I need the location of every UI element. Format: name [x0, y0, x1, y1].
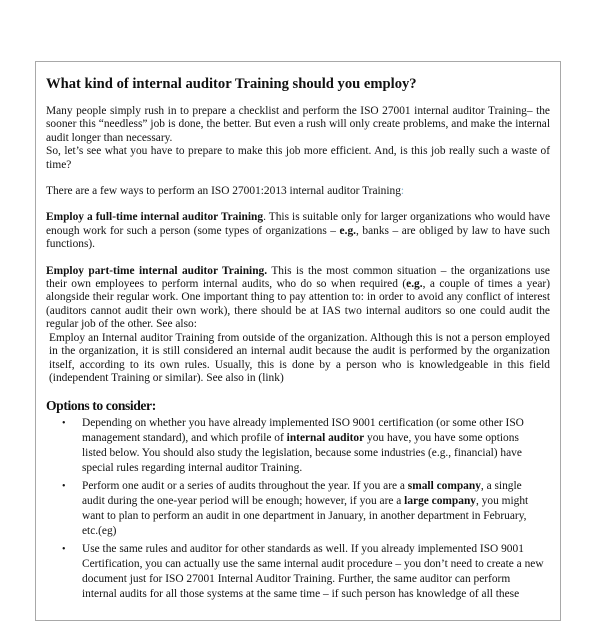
- ways-paragraph: [46, 185, 550, 198]
- list-item: [62, 542, 550, 602]
- fulltime-eg: e.g.: [339, 224, 356, 237]
- list-item: [62, 479, 550, 539]
- item-text: Depending on whether you have already implemented ISO 9001 certification (or some other ISO management standard), and which profile of: [82, 417, 524, 445]
- item-text: Use the same rules and auditor for other standards as well. If you already implemented ISO 9001 Certification, you can actually use the same internal audit procedure – you don’t need to create a new document just for ISO 27001 Internal Auditor Training. Further, the same auditor can perform internal audits for all those systems at the same time – if such person has knowledge of all these: [82, 543, 544, 601]
- fulltime-text-end: , banks – are obliged by law to have such functions).: [46, 224, 550, 251]
- parttime-eg: e.g.: [406, 278, 423, 291]
- bullet-icon: •: [62, 418, 66, 430]
- parttime-paragraph: [46, 265, 550, 332]
- list-item: [62, 416, 550, 476]
- item-text: you have, you have some options listed below. You should also study the legislation, because some industries (e.g., financial) have special rules regarding internal auditor Training.: [82, 432, 522, 475]
- item-bold: internal auditor: [286, 432, 365, 445]
- options-heading: Options to consider:: [46, 398, 156, 414]
- parttime-text-end: , a couple of times a year) alongside their regular work. One important thing to pay attention to: in order to avoid any conflict of interest (auditors cannot audit their own work), there should be at IAS two internal auditors so one could audit the regular job of the other. See also:: [46, 278, 550, 331]
- document-page: [35, 61, 561, 621]
- fulltime-heading: Employ a full-time internal auditor Training: [46, 211, 264, 224]
- spacer: [46, 198, 550, 211]
- bullet-icon: •: [62, 544, 66, 556]
- spacer: [46, 252, 550, 265]
- item-text: Perform one audit or a series of audits throughout the year. If you are a: [82, 480, 408, 493]
- ways-lead-text: There are a few ways to perform an ISO 27001:2013 internal auditor Training: [46, 185, 401, 198]
- item-text: , a single audit during the one-year period will be enough; however, if you are a: [82, 480, 522, 508]
- document-title: What kind of internal auditor Training should you employ?: [46, 76, 417, 92]
- options-list: [46, 416, 550, 602]
- fulltime-text: . This is suitable only for larger organizations who would have enough work for such a person (some types of organizations –: [46, 211, 550, 237]
- parttime-heading: Employ part-time internal auditor Training.: [46, 264, 268, 277]
- intro-question-paragraph: So, let’s see what you have to prepare to make this job more efficient. And, is this job really such a waste of time?: [46, 145, 550, 171]
- ways-colon: :: [400, 185, 405, 198]
- fulltime-paragraph: [46, 211, 550, 251]
- spacer: [46, 172, 550, 185]
- item-bold: large company: [404, 495, 476, 508]
- spacer: [46, 93, 550, 105]
- intro-paragraph: Many people simply rush in to prepare a checklist and perform the ISO 27001 internal auditor Training– the sooner this “needless” job is done, the better. But even a rush will only create problems, and make the internal audit longer than necessary.: [46, 105, 550, 144]
- spacer: [46, 385, 550, 398]
- item-text: , you might want to plan to perform an audit in one department in January, in another department in February, etc.(eg): [82, 495, 529, 538]
- bullet-icon: •: [62, 481, 66, 493]
- item-bold: small company: [407, 480, 481, 493]
- external-paragraph: Employ an Internal auditor Training from outside of the organization. Although this is not a person employed in the organization, it is still considered an internal audit because the audit is performed by the organization itself, according to its own rules. Usually, this is done by a person who is knowledgeable in this field (independent Training or similar). See also in (link): [49, 331, 550, 384]
- parttime-text: This is the most common situation – the organizations use their own employees to perform internal audits, who do so when required (: [46, 264, 550, 291]
